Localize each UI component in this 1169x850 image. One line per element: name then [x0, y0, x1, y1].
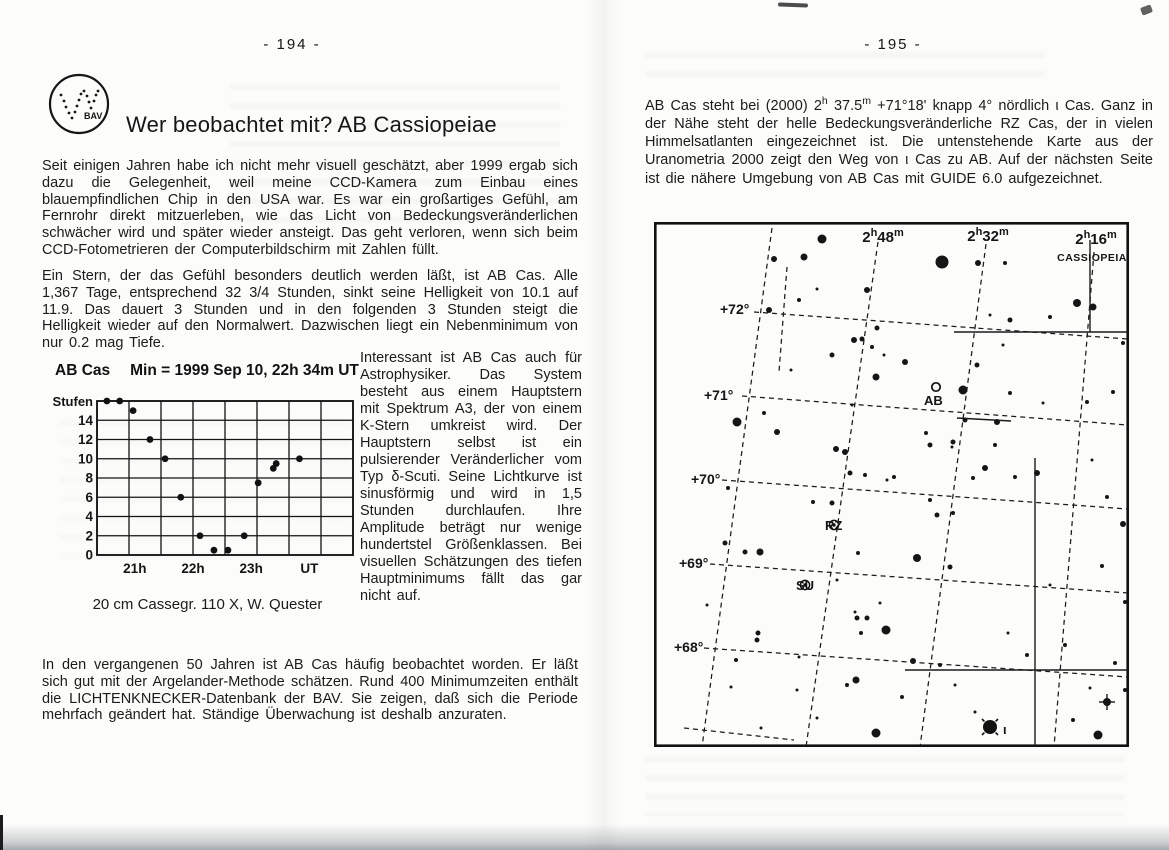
svg-text:2: 2: [85, 528, 93, 544]
svg-text:UT: UT: [300, 561, 319, 576]
chart-caption: 20 cm Cassegr. 110 X, W. Quester: [92, 596, 323, 613]
paragraph-segment: +71°18' knapp 4° nördlich ι Cas. Ganz in der Nähe steht der helle Bedeckungsveränderliche RZ Cas, der in vielen Himmelsatlanten eingezeichnet ist. Die untenstehende Karte aus der Uranometria 2000 zeigt den Weg von ι Cas zu AB. Auf der nächsten Seite ist die nähere Umgebung von AB Cas mit GUIDE 6.0 aufgezeichnet.: [645, 97, 1154, 187]
svg-text:22h: 22h: [181, 561, 205, 576]
chart-title-min: Min = 1999 Sep 10, 22h 34m UT: [130, 362, 359, 379]
svg-text:14: 14: [77, 412, 93, 428]
light-curve-figure: [40, 360, 380, 620]
page-gutter-shadow: [586, 0, 620, 850]
svg-text:+70°: +70°: [691, 471, 721, 487]
article-title: Wer beobachtet mit? AB Cassiopeiae: [126, 112, 497, 137]
bottom-paragraph: In den vergangenen 50 Jahren ist AB Cas häufig beobachtet worden. Er läßt sich gut mit der Argelander-Methode schätzen. Rund 400 Minimumzeiten enthält die LICHTENKNECKER-Datenbank der BAV. Sie zeigen, daß sich die Periode mehrfach geändert hat. Ständige Überwachung ist deshalb anzuraten.: [42, 657, 578, 724]
svg-text:BAV: BAV: [84, 111, 103, 121]
bav-logo-icon: [46, 71, 112, 137]
paragraph-segment: AB Cas steht bei (2000) 2: [645, 97, 822, 114]
superscript-h: h: [821, 95, 828, 107]
side-column: Interessant ist AB Cas auch für Astrophysiker. Das System besteht aus einem Hauptstern mit Spektrum A3, der von einem K-Stern umkreist wird. Der Hauptstern selbst ist ein pulsierender Veränderlicher vom Typ δ-Scuti. Seine Lichtkurve ist sinusförmig und wird in 1,5 Stunden durchlaufen. Ihre Amplitude beträgt nur wenige hundertstel Größenklassen. Bei visuellen Schätzungen des tiefen Hauptminimums fällt das gar nicht auf.: [360, 350, 582, 604]
svg-text:+71°: +71°: [704, 387, 734, 403]
chart-title: [55, 362, 359, 380]
paragraph-1: Seit einigen Jahren habe ich nicht mehr visuell geschätzt, aber 1999 ergab sich dazu die Gelegenheit, weil meine CCD-Kamera zum Einbau eines blauempfindlichen Chip in den USA war. Es war ein großartiges Gefühl, am Fernrohr direkt mitzuerleben, wie das Licht von Bedeckungsveränderlichen schwächer wird und später wieder ansteigt. Das geht verloren, wenn sich beim CCD-Fotometrieren der Computerbildschirm mit Zahlen füllt.: [42, 158, 578, 258]
svg-text:RZ: RZ: [825, 518, 843, 533]
svg-text:ι: ι: [1003, 722, 1007, 737]
svg-text:8: 8: [85, 470, 93, 486]
svg-text:12: 12: [77, 432, 93, 447]
superscript-m: m: [862, 95, 871, 107]
svg-text:6: 6: [85, 489, 93, 505]
chart-title-star: AB Cas: [55, 362, 111, 379]
scan-bottom-shadow: [0, 824, 1169, 850]
light-curve-chart: [40, 388, 375, 588]
svg-text:Stufen: Stufen: [52, 394, 93, 409]
left-page-number: - 194 -: [263, 36, 321, 53]
bleed-through-artifact: [645, 756, 1125, 816]
svg-text:+69°: +69°: [679, 555, 709, 571]
svg-text:SU: SU: [796, 578, 815, 593]
uranometria-star-map: [654, 222, 1129, 747]
scan-edge-mark: [0, 815, 3, 850]
right-page-number: - 195 -: [864, 36, 922, 53]
right-page: [600, 0, 1169, 850]
svg-text:21h: 21h: [123, 561, 147, 576]
svg-text:AB: AB: [924, 393, 943, 408]
svg-text:4: 4: [85, 509, 93, 524]
svg-text:2h32m: 2$^h$32$^m$: [967, 226, 1009, 245]
svg-text:23h: 23h: [239, 561, 263, 576]
svg-text:0: 0: [85, 547, 93, 563]
paragraph-segment: 37.5: [827, 97, 863, 114]
svg-text:2h16m: 2$^h$16$^m$: [1075, 229, 1117, 248]
bleed-through-artifact: [645, 52, 1045, 88]
svg-text:2h48m: 2$^h$48$^m$: [862, 227, 904, 246]
svg-text:10: 10: [77, 451, 93, 467]
svg-text:CASSIOPEIA: CASSIOPEIA: [1057, 252, 1127, 264]
svg-text:+68°: +68°: [674, 639, 704, 655]
right-paragraph: [645, 92, 1153, 188]
paragraph-2: Ein Stern, der das Gefühl besonders deutlich werden läßt, ist AB Cas. Alle 1,367 Tage, entsprechend 32 3/4 Stunden, sinkt seine Helligkeit von 10.1 auf 11.9. Das dauert 3 Stunden und in den folgenden 3 Stunden steigt die Helligkeit wieder auf den Normalwert. Dazwischen liegt ein Nebenminimum von nur 0.2 mag Tiefe.: [42, 268, 578, 352]
svg-text:+72°: +72°: [720, 301, 750, 317]
